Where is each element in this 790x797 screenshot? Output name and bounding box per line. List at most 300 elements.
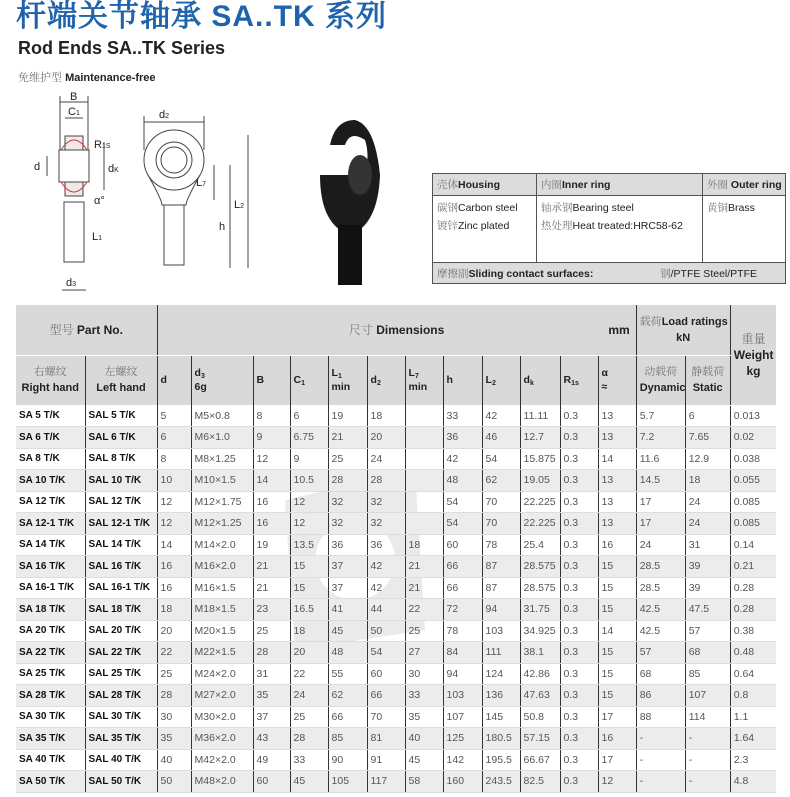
value-cell: 9 [253,427,290,449]
label-d3: d3 [66,277,77,289]
load-ratings-header [636,305,730,355]
value-cell: 35 [405,706,443,728]
part-number-cell: SA 12 T/K [16,491,85,513]
value-cell: 42 [443,448,482,470]
weight-header [730,305,776,405]
weight-en: Weight [733,347,774,362]
subtitle-en: Maintenance-free [65,72,156,84]
value-cell: 57 [636,642,685,664]
dim-main: d [370,374,377,387]
value-cell: 88 [636,706,685,728]
rod-end-photo [310,115,390,290]
value-cell: M48×2.0 [191,771,253,793]
value-cell: 14 [598,620,636,642]
value-cell: 17 [598,706,636,728]
dim-line2: 6g [194,381,207,394]
value-cell: 114 [685,706,730,728]
value-cell: 47.63 [520,685,560,707]
value-cell: 0.085 [730,491,776,513]
value-cell: 15 [598,577,636,599]
dim-col-header [253,355,290,405]
sliding-value-cn: 钢 [660,268,671,280]
part-number-cell: SAL 22 T/K [85,642,157,664]
value-cell: 28 [157,685,191,707]
value-cell: 6.75 [290,427,328,449]
value-cell: 70 [367,706,405,728]
part-number-cell: SAL 16-1 T/K [85,577,157,599]
table-row [16,470,776,492]
value-cell: 6 [685,405,730,427]
value-cell: 0.3 [560,556,598,578]
value-cell: 30 [157,706,191,728]
value-cell: 8 [157,448,191,470]
value-cell: 0.3 [560,599,598,621]
value-cell [405,470,443,492]
materials-header-row [433,174,785,196]
value-cell: 84 [443,642,482,664]
value-cell: 94 [482,599,520,621]
part-number-cell: SAL 6 T/K [85,427,157,449]
value-cell: M27×2.0 [191,685,253,707]
value-cell: 0.3 [560,706,598,728]
value-cell: 15 [598,685,636,707]
housing-header [433,174,537,195]
value-cell: 0.21 [730,556,776,578]
value-cell: 54 [443,491,482,513]
value-cell: 66 [367,685,405,707]
value-cell: 33 [443,405,482,427]
value-cell: 19.05 [520,470,560,492]
value-cell: 0.3 [560,513,598,535]
value-cell: 17 [636,513,685,535]
value-cell: 25 [253,620,290,642]
dim-sub: 3 [200,373,205,381]
value-cell: 0.055 [730,470,776,492]
value-cell: 22 [290,663,328,685]
dim-col-header [520,355,560,405]
value-cell: 24 [290,685,328,707]
sliding-value [660,266,757,280]
value-cell: 36 [367,534,405,556]
value-cell: 13 [598,491,636,513]
value-cell: 16.5 [290,599,328,621]
dim-line2: min [331,381,351,394]
value-cell: 15 [290,556,328,578]
left-hand-header [85,355,157,405]
value-cell: 66 [443,556,482,578]
value-cell: 42 [367,577,405,599]
value-cell: 81 [367,728,405,750]
value-cell: 13.5 [290,534,328,556]
value-cell: M6×1.0 [191,427,253,449]
value-cell: 15 [598,642,636,664]
value-cell: 6 [157,427,191,449]
table-row [16,706,776,728]
value-cell: - [685,749,730,771]
value-cell: 18 [290,620,328,642]
value-cell: 68 [636,663,685,685]
value-cell: 45 [290,771,328,793]
sliding-cn: 摩擦副 [437,268,469,280]
value-cell: 28.575 [520,577,560,599]
outer-cn: 外圈 [707,179,728,191]
housing-v1-en: Carbon steel [458,202,518,214]
value-cell: 2.3 [730,749,776,771]
part-number-cell: SA 25 T/K [16,663,85,685]
value-cell: M20×1.5 [191,620,253,642]
table-row [16,448,776,470]
value-cell: 70 [482,513,520,535]
dim-main: d [523,374,530,387]
value-cell: 39 [685,577,730,599]
specifications-table [16,305,776,793]
value-cell: 25 [328,448,367,470]
value-cell: 91 [367,749,405,771]
value-cell: 18 [157,599,191,621]
inner-v2-cn: 热处理 [541,220,573,232]
value-cell: 27 [405,642,443,664]
value-cell: 58 [405,771,443,793]
value-cell: 57 [685,620,730,642]
dim-col-header [191,355,253,405]
dim-main: L [331,367,338,380]
dim-col-header [290,355,328,405]
table-row [16,749,776,771]
value-cell: 12.7 [520,427,560,449]
page-title-cn: 杆端关节轴承 SA..TK 系列 [16,0,388,33]
dim-main: R [563,374,572,387]
table-row [16,534,776,556]
static-header [685,355,730,405]
value-cell: 22 [405,599,443,621]
part-number-cell: SAL 16 T/K [85,556,157,578]
value-cell: 82.5 [520,771,560,793]
value-cell: 4.8 [730,771,776,793]
value-cell: 41 [328,599,367,621]
part-number-cell: SAL 5 T/K [85,405,157,427]
label-dK: dK [108,163,119,175]
dimensions-en: Dimensions [376,323,445,338]
value-cell: 16 [253,513,290,535]
value-cell: 107 [443,706,482,728]
label-R1s: R1S [94,139,111,151]
value-cell: 42.5 [636,599,685,621]
value-cell: 23 [253,599,290,621]
label-d2: d2 [159,109,170,121]
value-cell: M30×2.0 [191,706,253,728]
table-row [16,642,776,664]
value-cell: 125 [443,728,482,750]
value-cell: M42×2.0 [191,749,253,771]
dim-sub: k [529,380,534,388]
materials-body-row [433,196,785,263]
dim-col-header [367,355,405,405]
value-cell: 0.02 [730,427,776,449]
value-cell: 13 [598,470,636,492]
value-cell: 47.5 [685,599,730,621]
value-cell: 72 [443,599,482,621]
value-cell: 15 [598,599,636,621]
value-cell: 243.5 [482,771,520,793]
materials-table [432,173,786,284]
value-cell: M12×1.75 [191,491,253,513]
value-cell: 42 [482,405,520,427]
table-row [16,599,776,621]
header-row-1 [16,305,776,355]
subtitle [18,72,156,85]
label-L2: L2 [234,199,245,211]
value-cell: 78 [443,620,482,642]
value-cell: 35 [157,728,191,750]
label-C1: C1 [68,106,80,118]
dim-main: B [256,374,265,387]
load-cn: 载荷 [639,315,662,328]
value-cell: 19 [253,534,290,556]
part-number-cell: SA 18 T/K [16,599,85,621]
value-cell: 25 [290,706,328,728]
inner-v1-cn: 轴承钢 [541,202,573,214]
value-cell: 0.3 [560,448,598,470]
value-cell: 180.5 [482,728,520,750]
value-cell: 117 [367,771,405,793]
value-cell: 18 [405,534,443,556]
value-cell: 50.8 [520,706,560,728]
outer-ring-header [703,174,785,195]
value-cell: 66 [328,706,367,728]
value-cell: 32 [328,491,367,513]
part-number-cell: SAL 50 T/K [85,771,157,793]
weight-cn: 重量 [741,331,766,346]
value-cell: 0.3 [560,470,598,492]
value-cell: 5 [157,405,191,427]
value-cell: 0.3 [560,728,598,750]
value-cell: 11.11 [520,405,560,427]
inner-cn: 内圈 [541,179,562,191]
label-L7: L7 [196,177,207,189]
value-cell: 195.5 [482,749,520,771]
table-row [16,513,776,535]
value-cell: 17 [598,749,636,771]
value-cell: 0.8 [730,685,776,707]
value-cell: 8 [253,405,290,427]
dim-main: d [194,367,201,380]
part-number-cell: SAL 12-1 T/K [85,513,157,535]
value-cell: 12 [157,491,191,513]
value-cell: 0.013 [730,405,776,427]
value-cell: 14.5 [636,470,685,492]
value-cell: 107 [685,685,730,707]
value-cell: 55 [328,663,367,685]
part-number-cell: SA 50 T/K [16,771,85,793]
value-cell: 20 [157,620,191,642]
value-cell: 0.3 [560,685,598,707]
table-row [16,556,776,578]
left-en: Left hand [96,382,146,395]
value-cell: M14×2.0 [191,534,253,556]
value-cell: - [636,728,685,750]
value-cell: M10×1.5 [191,470,253,492]
value-cell: 22.225 [520,491,560,513]
part-number-cell: SA 35 T/K [16,728,85,750]
part-number-cell: SA 28 T/K [16,685,85,707]
value-cell: 0.3 [560,577,598,599]
value-cell: 42.5 [636,620,685,642]
part-number-cell: SA 6 T/K [16,427,85,449]
part-number-cell: SAL 35 T/K [85,728,157,750]
dim-main: h [446,374,453,387]
value-cell [405,405,443,427]
sliding-label [437,266,593,280]
value-cell: 33 [405,685,443,707]
value-cell: 28 [367,470,405,492]
dim-main: α [601,367,608,380]
value-cell: 50 [367,620,405,642]
value-cell: M5×0.8 [191,405,253,427]
value-cell: 49 [253,749,290,771]
value-cell: 16 [157,577,191,599]
value-cell: 85 [328,728,367,750]
label-L1: L1 [92,231,103,243]
inner-v1-en: Bearing steel [572,202,634,214]
value-cell: 25 [157,663,191,685]
value-cell: 21 [405,556,443,578]
part-number-cell: SAL 40 T/K [85,749,157,771]
dim-sub: 7 [414,373,419,381]
value-cell: 38.1 [520,642,560,664]
value-cell: 46 [482,427,520,449]
value-cell: 0.3 [560,620,598,642]
value-cell: 54 [367,642,405,664]
value-cell: - [636,749,685,771]
part-number-cell: SA 10 T/K [16,470,85,492]
value-cell: M12×1.25 [191,513,253,535]
value-cell: 6 [290,405,328,427]
value-cell: 12 [290,491,328,513]
dim-col-header [482,355,520,405]
dim-col-header [405,355,443,405]
dim-col-header [328,355,367,405]
dim-line2: min [408,381,428,394]
part-number-cell: SA 12-1 T/K [16,513,85,535]
inner-en: Inner ring [562,179,611,191]
value-cell: 103 [443,685,482,707]
value-cell: 32 [367,513,405,535]
table-body [16,405,776,792]
value-cell: 18 [367,405,405,427]
part-no-cn: 型号 [49,323,77,338]
subtitle-cn: 免维护型 [18,72,62,84]
value-cell: 37 [328,556,367,578]
value-cell: 1.1 [730,706,776,728]
value-cell: 31.75 [520,599,560,621]
label-alpha: α° [94,195,105,207]
value-cell: 54 [443,513,482,535]
value-cell: 12.9 [685,448,730,470]
value-cell: 13 [598,405,636,427]
value-cell: 24 [636,534,685,556]
value-cell: - [685,728,730,750]
value-cell: M24×2.0 [191,663,253,685]
outer-en: Outer ring [728,179,782,191]
part-no-en: Part No. [76,323,123,338]
sliding-en: Sliding contact surfaces: [468,268,594,280]
page-title-en: Rod Ends SA..TK Series [18,38,226,58]
value-cell: 21 [253,556,290,578]
value-cell: 13 [598,513,636,535]
value-cell: 0.038 [730,448,776,470]
dynamic-en: Dynamic [639,382,686,395]
value-cell: 70 [482,491,520,513]
value-cell: 37 [328,577,367,599]
table-row [16,620,776,642]
inner-values [537,196,703,262]
value-cell: 21 [328,427,367,449]
value-cell: 62 [482,470,520,492]
value-cell: 103 [482,620,520,642]
value-cell: 48 [328,642,367,664]
value-cell: 33 [290,749,328,771]
value-cell: 17 [636,491,685,513]
value-cell: 43 [253,728,290,750]
value-cell: 12 [253,448,290,470]
dim-col-header [598,355,636,405]
table-row [16,663,776,685]
value-cell: 85 [685,663,730,685]
right-en: Right hand [21,382,79,395]
value-cell: 142 [443,749,482,771]
value-cell: 40 [157,749,191,771]
value-cell: 30 [405,663,443,685]
right-hand-header [16,355,85,405]
value-cell: 13 [598,427,636,449]
value-cell: 66.67 [520,749,560,771]
value-cell: 50 [157,771,191,793]
value-cell: - [636,771,685,793]
value-cell: 14 [157,534,191,556]
housing-en: Housing [458,179,500,191]
part-number-cell: SA 40 T/K [16,749,85,771]
part-number-cell: SA 8 T/K [16,448,85,470]
value-cell: 12 [290,513,328,535]
value-cell: 9 [290,448,328,470]
value-cell: 20 [367,427,405,449]
value-cell: M22×1.5 [191,642,253,664]
sliding-surfaces-row [433,263,785,283]
value-cell [405,513,443,535]
static-cn: 静载荷 [691,366,725,379]
technical-drawing [30,90,250,300]
value-cell: 28.5 [636,577,685,599]
housing-v1-cn: 碳钢 [437,202,458,214]
inner-v2-en: Heat treated:HRC58-62 [572,220,683,232]
part-number-cell: SA 5 T/K [16,405,85,427]
value-cell: 14 [253,470,290,492]
header-row-2 [16,355,776,405]
value-cell: 28 [328,470,367,492]
value-cell: 0.14 [730,534,776,556]
outer-v1-en: Brass [728,202,755,214]
value-cell: 15 [598,663,636,685]
table-row [16,405,776,427]
value-cell: 57.15 [520,728,560,750]
value-cell: - [685,771,730,793]
value-cell: 136 [482,685,520,707]
inner-ring-header [537,174,703,195]
value-cell: M18×1.5 [191,599,253,621]
value-cell: 44 [367,599,405,621]
value-cell: 36 [443,427,482,449]
value-cell: 0.3 [560,405,598,427]
